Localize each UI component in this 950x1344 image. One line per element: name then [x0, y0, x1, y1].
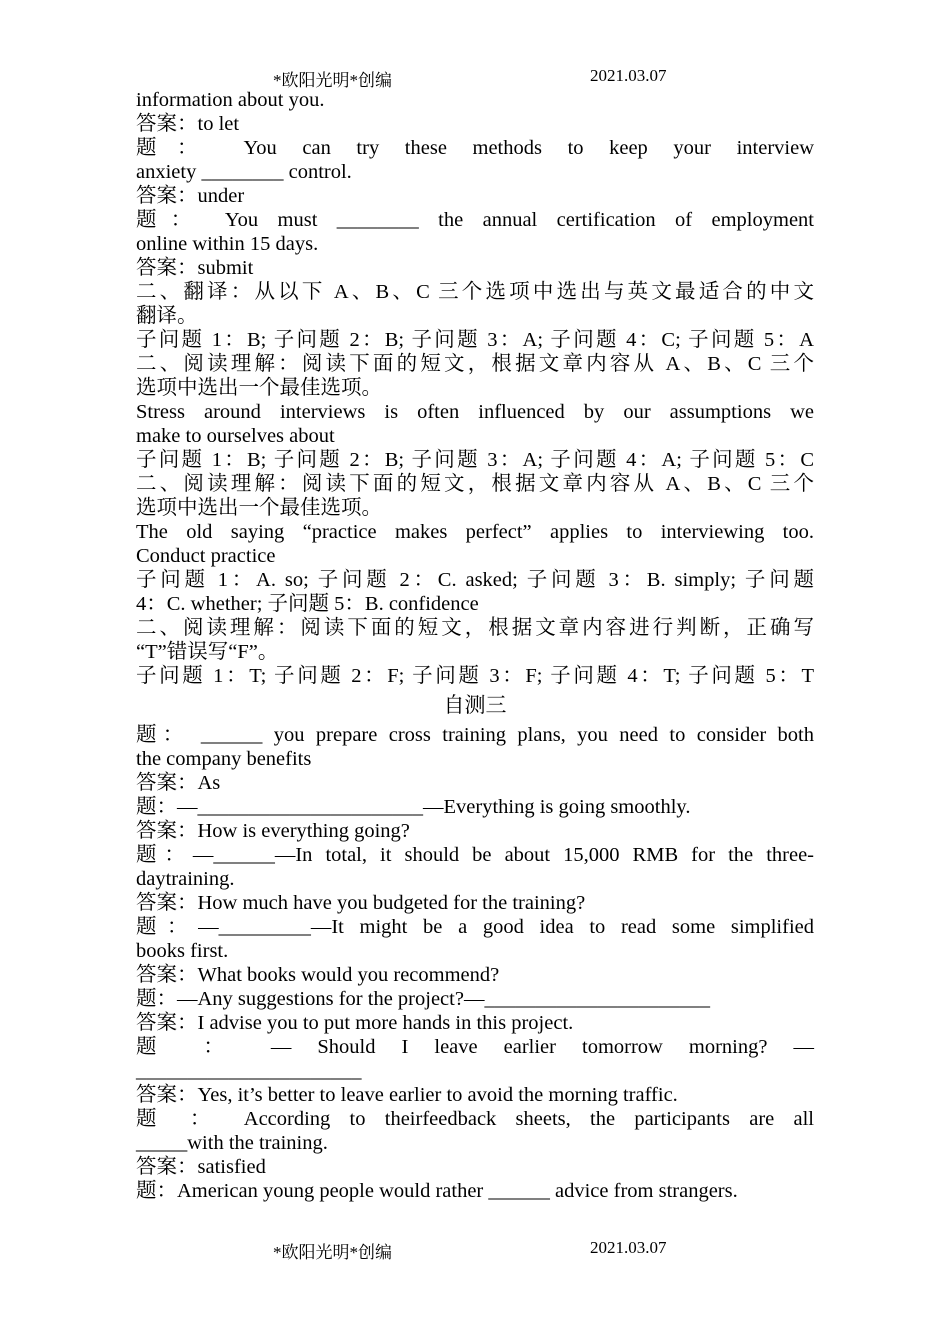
- section-instruction: 二、阅读理解：阅读下面的短文，根据文章内容进行判断，正确写: [136, 617, 814, 639]
- answer-line: 答案：As: [136, 772, 221, 794]
- text-line: the company benefits: [136, 748, 312, 770]
- text-line: ______________________: [136, 1060, 362, 1082]
- section-instruction: 二、阅读理解：阅读下面的短文，根据文章内容从 A、B、C 三个: [136, 473, 814, 495]
- text-line: daytraining.: [136, 868, 235, 890]
- passage-line: Stress around interviews is often influenced by our assumptions we: [136, 401, 814, 423]
- question-line: 题： ______ you prepare cross training plans, you need to consider both: [136, 724, 814, 746]
- page-footer: [0, 1238, 950, 1262]
- section-title: 自测三: [443, 693, 507, 717]
- answer-key-line: 子问题 1：B; 子问题 2：B; 子问题 3：A; 子问题 4：A; 子问题 5：C: [136, 449, 814, 471]
- header-author: *欧阳光明*创编: [273, 71, 392, 90]
- answer-line: 答案：How much have you budgeted for the training?: [136, 892, 586, 914]
- header-date: 2021.03.07: [590, 66, 667, 85]
- section-instruction: 二、翻译：从以下 A、B、C 三个选项中选出与英文最适合的中文: [136, 281, 814, 303]
- text-line: make to ourselves about: [136, 425, 335, 447]
- answer-line: 答案：Yes, it’s better to leave earlier to avoid the morning traffic.: [136, 1084, 678, 1106]
- answer-line: 答案：submit: [136, 257, 254, 279]
- question-line: 题：—_________—It might be a good idea to read some simplified: [136, 916, 814, 938]
- question-line: 题：—Any suggestions for the project?—______________________: [136, 988, 710, 1010]
- answer-line: 答案：under: [136, 185, 245, 207]
- page-header: [0, 66, 950, 90]
- answer-line: 答案：satisfied: [136, 1156, 266, 1178]
- question-line: 题： You must ________ the annual certification of employment: [136, 209, 814, 231]
- text-line: 翻译。: [136, 305, 198, 327]
- question-line: 题 ： — Should I leave earlier tomorrow morning? —: [136, 1036, 814, 1058]
- text-line: 选项中选出一个最佳选项。: [136, 497, 382, 519]
- answer-key-line: 子问题 1：T; 子问题 2：F; 子问题 3：F; 子问题 4：T; 子问题 5：T: [136, 665, 814, 687]
- text-line: online within 15 days.: [136, 233, 319, 255]
- document-body: [136, 88, 814, 1203]
- text-line: 选项中选出一个最佳选项。: [136, 377, 382, 399]
- question-line: 题：American young people would rather ______ advice from strangers.: [136, 1180, 738, 1202]
- answer-key-line: 子问题 1：B; 子问题 2：B; 子问题 3：A; 子问题 4：C; 子问题 5：A: [136, 329, 814, 351]
- question-line: 题：—______________________—Everything is going smoothly.: [136, 796, 691, 818]
- text-line: books first.: [136, 940, 229, 962]
- text-line: Conduct practice: [136, 545, 276, 567]
- footer-author: *欧阳光明*创编: [273, 1243, 392, 1262]
- passage-line: The old saying “practice makes perfect” applies to interviewing too.: [136, 521, 814, 543]
- question-line: 题：—______—In total, it should be about 15,000 RMB for the three-: [136, 844, 814, 866]
- section-instruction: 二、阅读理解：阅读下面的短文，根据文章内容从 A、B、C 三个: [136, 353, 814, 375]
- answer-line: 答案：How is everything going?: [136, 820, 410, 842]
- text-line: “T”错误写“F”。: [136, 641, 279, 663]
- answer-line: 答案：I advise you to put more hands in this project.: [136, 1012, 574, 1034]
- answer-line: 答案：to let: [136, 113, 240, 135]
- text-line: _____with the training.: [136, 1132, 328, 1154]
- question-line: 题 ： According to theirfeedback sheets, the participants are all: [136, 1108, 814, 1130]
- text-line: 4：C. whether; 子问题 5：B. confidence: [136, 593, 479, 615]
- question-line: 题： You can try these methods to keep your interview: [136, 137, 814, 159]
- text-line: anxiety ________ control.: [136, 161, 352, 183]
- answer-line: 答案：What books would you recommend?: [136, 964, 500, 986]
- answer-key-line: 子问题 1：A. so; 子问题 2：C. asked; 子问题 3：B. simply; 子问题: [136, 569, 814, 591]
- text-line: information about you.: [136, 89, 325, 111]
- footer-date: 2021.03.07: [590, 1238, 667, 1257]
